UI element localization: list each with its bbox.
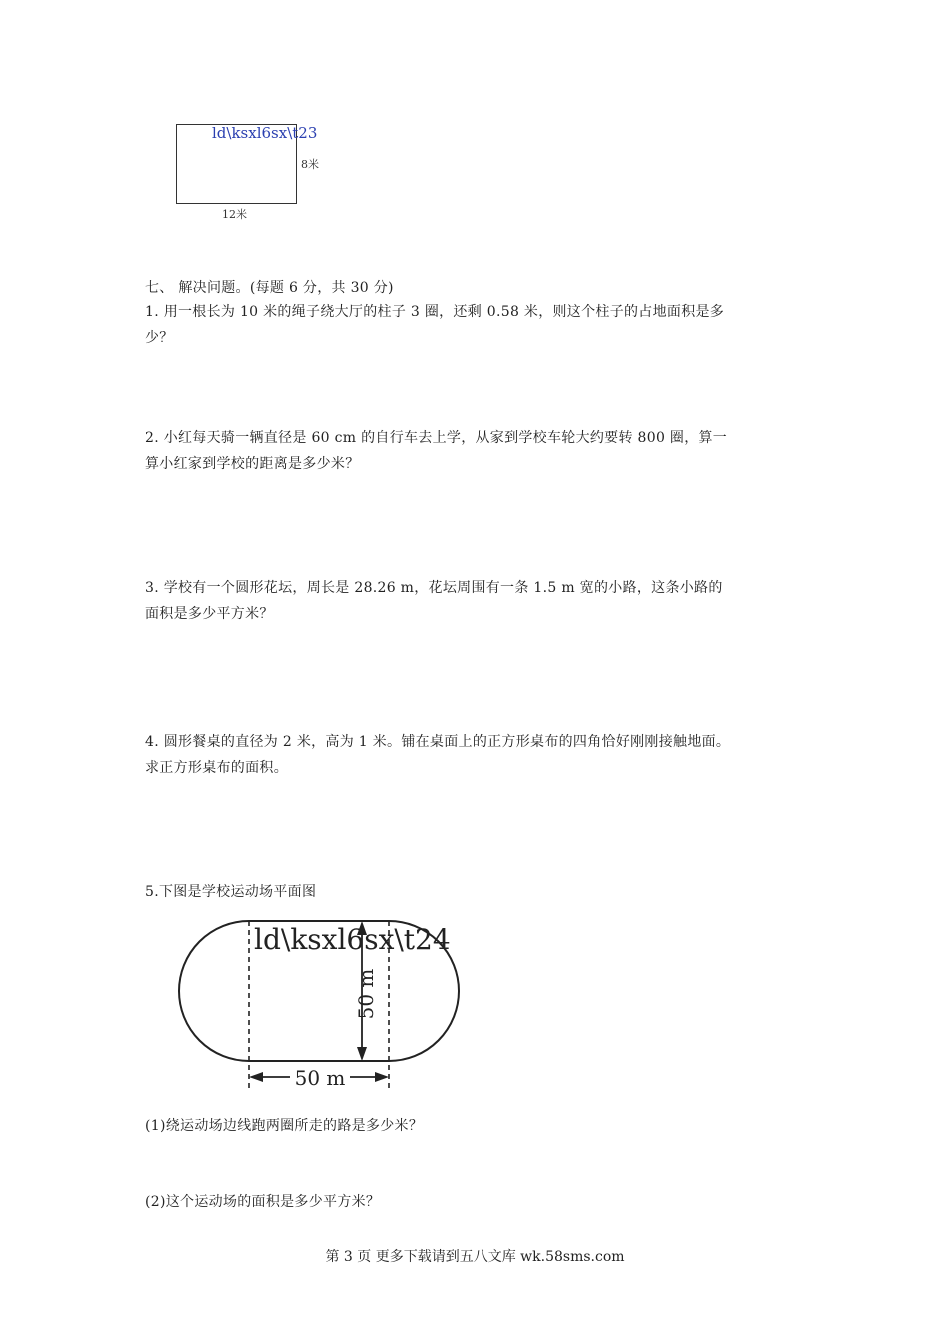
figure1-width-label: 12米	[222, 208, 247, 221]
horizontal-label: 50 m	[294, 1066, 346, 1090]
question-4-line1: 4. 圆形餐桌的直径为 2 米，高为 1 米。铺在桌面上的正方形桌布的四角恰好刚刚接触地面。	[145, 734, 731, 750]
question-3-line2: 面积是多少平方米？	[145, 606, 274, 622]
vertical-label: 50 m	[354, 968, 378, 1020]
question-3-line1: 3. 学校有一个圆形花坛，周长是 28.26 m，花坛周围有一条 1.5 m 宽的小路，这条小路的	[145, 580, 723, 596]
horizontal-arrow-right	[375, 1072, 389, 1082]
page-footer: 第 3 页 更多下载请到五八文库 wk.58sms.com	[325, 1249, 625, 1265]
figure1-code: ld\ksxl6sx\t23	[212, 124, 318, 142]
section-heading: 七、 解决问题。(每题 6 分，共 30 分)	[145, 280, 394, 296]
question-5-sub2: (2)这个运动场的面积是多少平方米？	[145, 1194, 381, 1210]
question-2-line1: 2. 小红每天骑一辆直径是 60 cm 的自行车去上学，从家到学校车轮大约要转 800 圈，算一	[145, 430, 728, 446]
vertical-arrow-bottom	[357, 1047, 367, 1061]
question-2-line2: 算小红家到学校的距离是多少米？	[145, 456, 360, 472]
question-1-line2: 少？	[145, 330, 174, 346]
question-1-line1: 1. 用一根长为 10 米的绳子绕大厅的柱子 3 圈，还剩 0.58 米，则这个柱子的占地面积是多	[145, 304, 725, 320]
track-figure	[170, 915, 470, 1100]
horizontal-arrow-left	[249, 1072, 263, 1082]
question-5-title: 5.下图是学校运动场平面图	[145, 884, 317, 900]
question-4-line2: 求正方形桌布的面积。	[145, 760, 288, 776]
question-5-sub1: (1)绕运动场边线跑两圈所走的路是多少米？	[145, 1118, 424, 1134]
figure1-height-label: 8米	[301, 158, 319, 171]
track-figure-code: ld\ksxl6sx\t24	[254, 923, 451, 956]
